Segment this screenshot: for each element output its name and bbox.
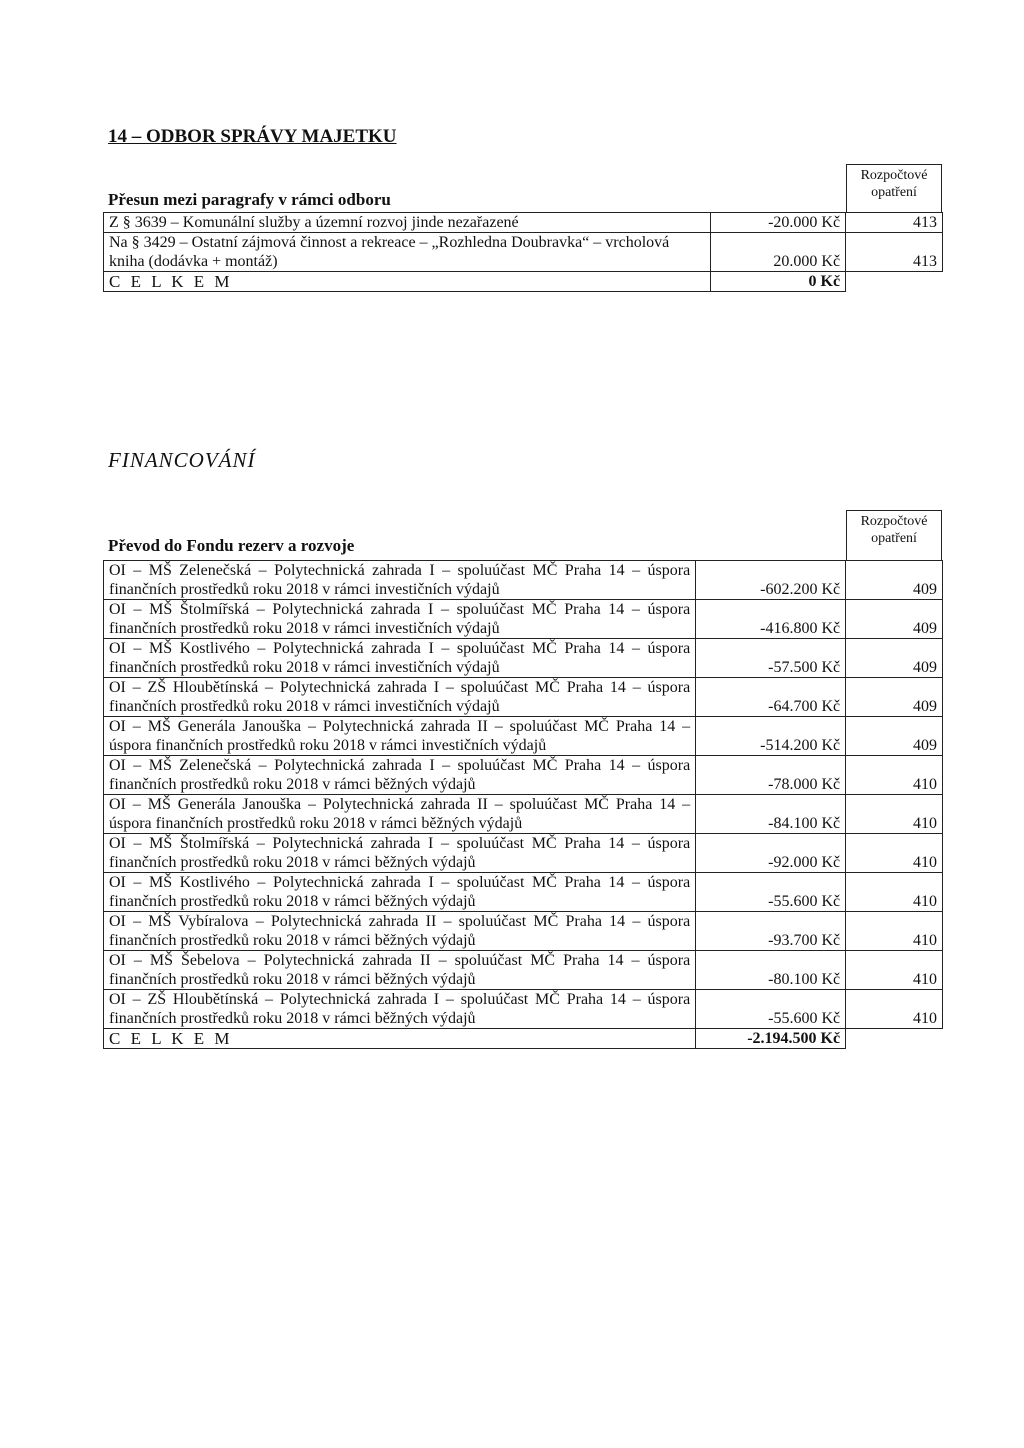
table-row	[104, 912, 943, 951]
row-amount: -20.000 Kč	[711, 213, 846, 233]
row-description: OI – MŠ Kostlivého – Polytechnická zahrada I – spoluúčast MČ Praha 14 – úspora finančních prostředků roku 2018 v rámci běžných výdajů	[104, 873, 696, 912]
row-code: 410	[846, 834, 943, 873]
table-row	[104, 639, 943, 678]
row-description: OI – MŠ Štolmířská – Polytechnická zahrada I – spoluúčast MČ Praha 14 – úspora finančních prostředků roku 2018 v rámci investičních výdajů	[104, 600, 696, 639]
table-row	[104, 990, 943, 1029]
table-row	[104, 951, 943, 990]
row-code: 410	[846, 990, 943, 1029]
row-amount: -55.600 Kč	[696, 873, 846, 912]
financing-heading: FINANCOVÁNÍ	[108, 448, 256, 472]
row-code: 413	[846, 213, 943, 233]
section1-title: Přesun mezi paragrafy v rámci odboru	[108, 190, 391, 209]
row-amount: -514.200 Kč	[696, 717, 846, 756]
total-label: C E L K E M	[104, 1029, 696, 1049]
section2-title: Převod do Fondu rezerv a rozvoje	[108, 536, 355, 555]
row-amount: -55.600 Kč	[696, 990, 846, 1029]
row-description: OI – MŠ Zelenečská – Polytechnická zahrada I – spoluúčast MČ Praha 14 – úspora finančních prostředků roku 2018 v rámci běžných výdajů	[104, 756, 696, 795]
row-amount: -78.000 Kč	[696, 756, 846, 795]
section2-header: Rozpočtové opatření	[846, 510, 942, 560]
row-description: OI – MŠ Šebelova – Polytechnická zahrada II – spoluúčast MČ Praha 14 – úspora finančních prostředků roku 2018 v rámci běžných výdajů	[104, 951, 696, 990]
row-code: 410	[846, 795, 943, 834]
row-description: OI – ZŠ Hloubětínská – Polytechnická zahrada I – spoluúčast MČ Praha 14 – úspora finančních prostředků roku 2018 v rámci investičních výdajů	[104, 678, 696, 717]
table-row	[104, 678, 943, 717]
row-code: 410	[846, 756, 943, 795]
page-heading: 14 – ODBOR SPRÁVY MAJETKU	[108, 126, 397, 147]
row-description: OI – MŠ Štolmířská – Polytechnická zahrada I – spoluúčast MČ Praha 14 – úspora finančních prostředků roku 2018 v rámci běžných výdajů	[104, 834, 696, 873]
row-amount: -57.500 Kč	[696, 639, 846, 678]
total-row	[104, 1029, 943, 1049]
row-amount: -93.700 Kč	[696, 912, 846, 951]
row-description: OI – MŠ Vybíralova – Polytechnická zahrada II – spoluúčast MČ Praha 14 – úspora finančních prostředků roku 2018 v rámci běžných výdajů	[104, 912, 696, 951]
row-description: OI – MŠ Generála Janouška – Polytechnická zahrada II – spoluúčast MČ Praha 14 – úspora finančních prostředků roku 2018 v rámci investičních výdajů	[104, 717, 696, 756]
row-code: 410	[846, 912, 943, 951]
row-code: 409	[846, 600, 943, 639]
table-row	[104, 756, 943, 795]
section1-table	[103, 212, 943, 292]
row-description: Z § 3639 – Komunální služby a územní rozvoj jinde nezařazené	[104, 213, 711, 233]
row-amount: -416.800 Kč	[696, 600, 846, 639]
total-label: C E L K E M	[104, 272, 711, 292]
row-code: 413	[846, 233, 943, 272]
row-amount: -64.700 Kč	[696, 678, 846, 717]
row-amount: -92.000 Kč	[696, 834, 846, 873]
row-description: OI – MŠ Kostlivého – Polytechnická zahrada I – spoluúčast MČ Praha 14 – úspora finančních prostředků roku 2018 v rámci investičních výdajů	[104, 639, 696, 678]
row-code: 409	[846, 639, 943, 678]
row-description: OI – MŠ Zelenečská – Polytechnická zahrada I – spoluúčast MČ Praha 14 – úspora finančních prostředků roku 2018 v rámci investičních výdajů	[104, 561, 696, 600]
row-code: 410	[846, 873, 943, 912]
row-amount: -80.100 Kč	[696, 951, 846, 990]
row-amount: 20.000 Kč	[711, 233, 846, 272]
table-row	[104, 233, 943, 272]
table-row	[104, 213, 943, 233]
total-amount: 0 Kč	[711, 272, 846, 292]
table-row	[104, 561, 943, 600]
row-code: 409	[846, 561, 943, 600]
row-code: 410	[846, 951, 943, 990]
total-amount: -2.194.500 Kč	[696, 1029, 846, 1049]
total-code-empty	[846, 1029, 943, 1049]
total-row	[104, 272, 943, 292]
table-row	[104, 873, 943, 912]
row-code: 409	[846, 678, 943, 717]
section2-table	[103, 560, 943, 1049]
row-amount: -84.100 Kč	[696, 795, 846, 834]
table-row	[104, 717, 943, 756]
section1-header: Rozpočtové opatření	[846, 164, 942, 212]
row-amount: -602.200 Kč	[696, 561, 846, 600]
row-description: OI – MŠ Generála Janouška – Polytechnická zahrada II – spoluúčast MČ Praha 14 – úspora finančních prostředků roku 2018 v rámci běžných výdajů	[104, 795, 696, 834]
row-description: OI – ZŠ Hloubětínská – Polytechnická zahrada I – spoluúčast MČ Praha 14 – úspora finančních prostředků roku 2018 v rámci běžných výdajů	[104, 990, 696, 1029]
table-row	[104, 834, 943, 873]
table-row	[104, 795, 943, 834]
row-description: Na § 3429 – Ostatní zájmová činnost a rekreace – „Rozhledna Doubravka“ – vrcholová kniha (dodávka + montáž)	[104, 233, 711, 272]
table-row	[104, 600, 943, 639]
row-code: 409	[846, 717, 943, 756]
total-code-empty	[846, 272, 943, 292]
